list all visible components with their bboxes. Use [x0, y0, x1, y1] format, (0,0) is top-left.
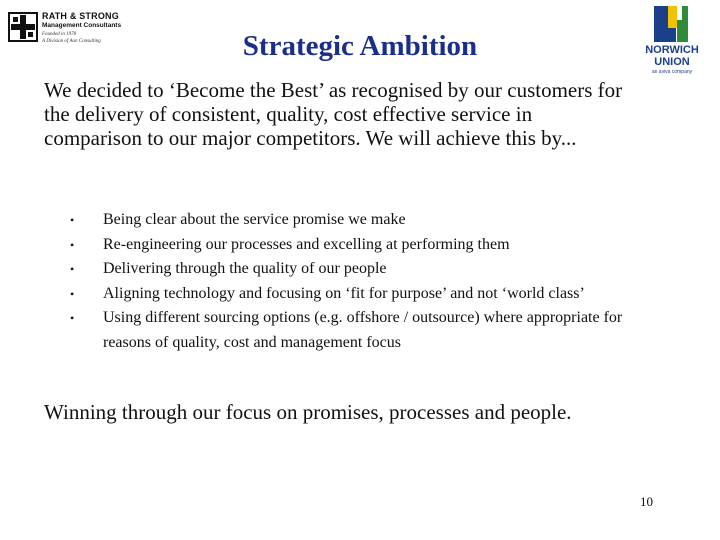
rath-strong-line2: A Division of Aon Consulting — [42, 38, 101, 44]
norwich-union-name-line1: NORWICH — [645, 44, 699, 56]
list-item — [70, 282, 650, 307]
rath-strong-name: RATH & STRONG — [42, 11, 119, 21]
bullet-icon: • — [70, 262, 75, 276]
bullet-text: Aligning technology and focusing on ‘fit for purpose’ and not ‘world class’ — [103, 284, 585, 302]
bullet-text: Being clear about the service promise we make — [103, 211, 406, 228]
page-number: 10 — [640, 494, 653, 509]
bullet-list — [70, 208, 650, 355]
norwich-union-name-line2: UNION — [654, 56, 690, 68]
rath-strong-line1: Founded in 1978 — [42, 31, 77, 37]
bullet-icon: • — [70, 213, 75, 227]
rath-strong-subtitle: Management Consultants — [42, 22, 122, 29]
bullet-icon: • — [70, 286, 75, 301]
bullet-icon: • — [70, 311, 75, 325]
intro-paragraph: We decided to ‘Become the Best’ as recognised by our customers for the delivery of consistent, quality, cost effective service in comparison to our major competitors. We will achieve this by... — [44, 78, 623, 150]
bullet-text: Re-engineering our processes and excelling at performing them — [103, 235, 510, 253]
bullet-text: Delivering through the quality of our people — [103, 260, 387, 277]
bullet-icon: • — [70, 237, 75, 252]
list-item — [70, 208, 650, 233]
slide-title: Strategic Ambition — [242, 30, 478, 62]
list-item — [70, 257, 650, 282]
list-item — [70, 306, 650, 355]
closing-statement: Winning through our focus on promises, processes and people. — [44, 400, 572, 424]
norwich-union-tagline: an aviva company — [651, 69, 693, 75]
list-item — [70, 233, 650, 258]
bullet-text: Using different sourcing options (e.g. offshore / outsource) where appropriate for reasons of quality, cost and management focus — [103, 309, 623, 351]
